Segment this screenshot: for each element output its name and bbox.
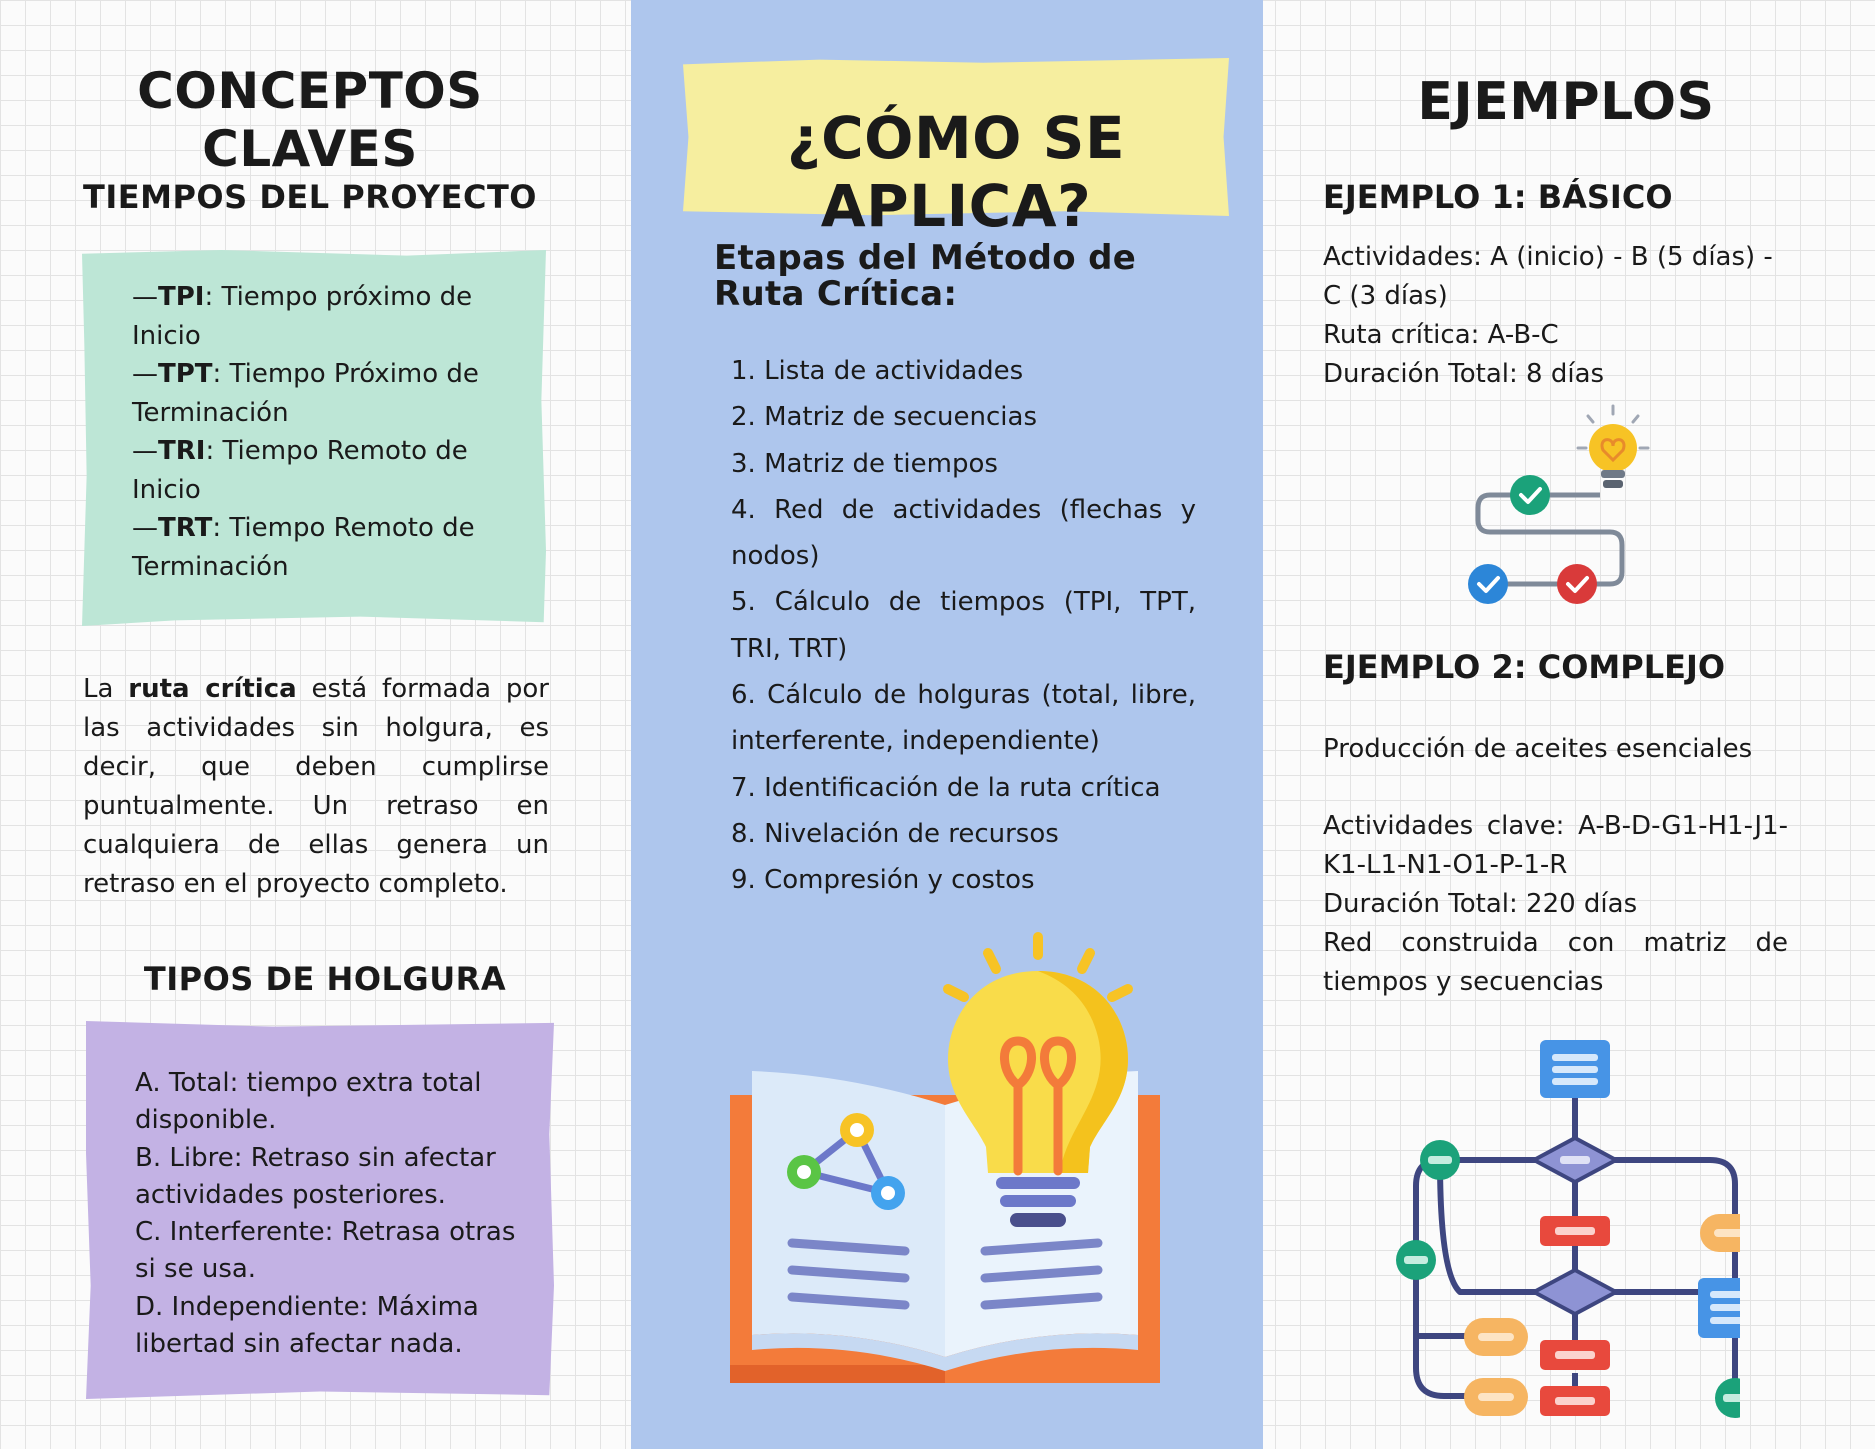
steps-list: [731, 348, 1196, 904]
tiempo-tpi: —TPI: Tiempo próximo de: [132, 282, 473, 312]
ruta-critica-term: ruta crítica: [128, 674, 297, 704]
holgura-heading: TIPOS DE HOLGURA: [143, 960, 507, 998]
ejemplo-1-line: Ruta crítica: A-B-C: [1323, 320, 1559, 350]
step-item: 5. Cálculo de tiempos (TPI, TPT, TRI, TRT): [731, 587, 1196, 664]
etapas-heading: Etapas del Método de Ruta Crítica:: [714, 238, 1137, 314]
tiempos-heading: TIEMPOS DEL PROYECTO: [83, 178, 537, 216]
ejemplo-2-line: Actividades clave: A-B-D-G1-H1-J1-: [1323, 811, 1788, 841]
ejemplo-2-text: [1323, 807, 1788, 1002]
lightbulb-path-checks-icon: [1450, 402, 1670, 612]
tiempo-tpt: —TPT: Tiempo Próximo de: [132, 359, 479, 389]
ejemplos-title: EJEMPLOS: [1417, 72, 1715, 132]
step-item: 2. Matriz de secuencias: [731, 402, 1038, 433]
holgura-line: B. Libre: Retraso sin afectar: [135, 1142, 496, 1173]
step-item: 6. Cálculo de holguras (total, libre, interferente, independiente): [731, 680, 1196, 757]
tiempo-abbr: TRI: [158, 436, 206, 466]
holgura-list: [135, 1065, 525, 1363]
ejemplo-2-line: K1-L1-N1-O1-P-1-R: [1323, 850, 1568, 880]
ejemplo-1-heading: EJEMPLO 1: BÁSICO: [1323, 178, 1673, 216]
ejemplo-2-subtitle: Producción de aceites esenciales: [1323, 734, 1753, 764]
holgura-line: C. Interferente: Retrasa otras: [135, 1217, 516, 1248]
tiempo-tpt-cont: Terminación: [132, 397, 289, 428]
tiempo-abbr: TPI: [158, 282, 205, 312]
holgura-line: actividades posteriores.: [135, 1179, 446, 1210]
ejemplo-2-line: Red construida con matriz de tiempos y secuencias: [1323, 928, 1788, 997]
tiempo-tri-cont: Inicio: [132, 474, 201, 505]
ejemplo-1-text: [1323, 238, 1788, 394]
holgura-line: A. Total: tiempo extra total: [135, 1068, 482, 1098]
open-book-lightbulb-icon: [720, 925, 1170, 1385]
tiempo-trt-cont: Terminación: [132, 551, 289, 582]
ejemplo-2-heading: EJEMPLO 2: COMPLEJO: [1323, 648, 1726, 686]
holgura-line: libertad sin afectar nada.: [135, 1329, 463, 1360]
ejemplo-1-line: Actividades: A (inicio) - B (5 días) - C (3 días): [1323, 242, 1773, 311]
step-item: 4. Red de actividades (flechas y nodos): [731, 494, 1196, 572]
conceptos-claves-title: CONCEPTOS CLAVES: [137, 62, 483, 178]
tiempo-tri: —TRI: Tiempo Remoto de: [132, 436, 468, 466]
ejemplo-1-line: Duración Total: 8 días: [1323, 359, 1605, 389]
step-item: 8. Nivelación de recursos: [731, 818, 1059, 849]
step-item: 7. Identificación de la ruta crítica: [731, 772, 1161, 803]
tiempo-abbr: TPT: [158, 359, 213, 389]
flowchart-icon: [1380, 1038, 1740, 1423]
step-item: 1. Lista de actividades: [731, 356, 1024, 386]
tiempos-list: [132, 278, 532, 586]
como-se-aplica-title: ¿CÓMO SE APLICA?: [786, 104, 1126, 240]
tiempo-trt: —TRT: Tiempo Remoto de: [132, 513, 475, 543]
holgura-line: disponible.: [135, 1105, 277, 1136]
tiempo-abbr: TRT: [158, 513, 213, 543]
step-item: 3. Matriz de tiempos: [731, 448, 998, 479]
ejemplo-2-line: Duración Total: 220 días: [1323, 889, 1638, 919]
ruta-critica-paragraph: La ruta crítica está formada por las actividades sin holgura, es decir, que deben cumplirse puntualmente. Un retraso en cualquiera de ellas genera un retraso en el proyecto completo.: [83, 674, 549, 899]
holgura-line: si se usa.: [135, 1254, 257, 1285]
holgura-line: D. Independiente: Máxima: [135, 1291, 479, 1322]
tiempo-tpi-cont: Inicio: [132, 320, 201, 351]
step-item: 9. Compresión y costos: [731, 865, 1035, 896]
